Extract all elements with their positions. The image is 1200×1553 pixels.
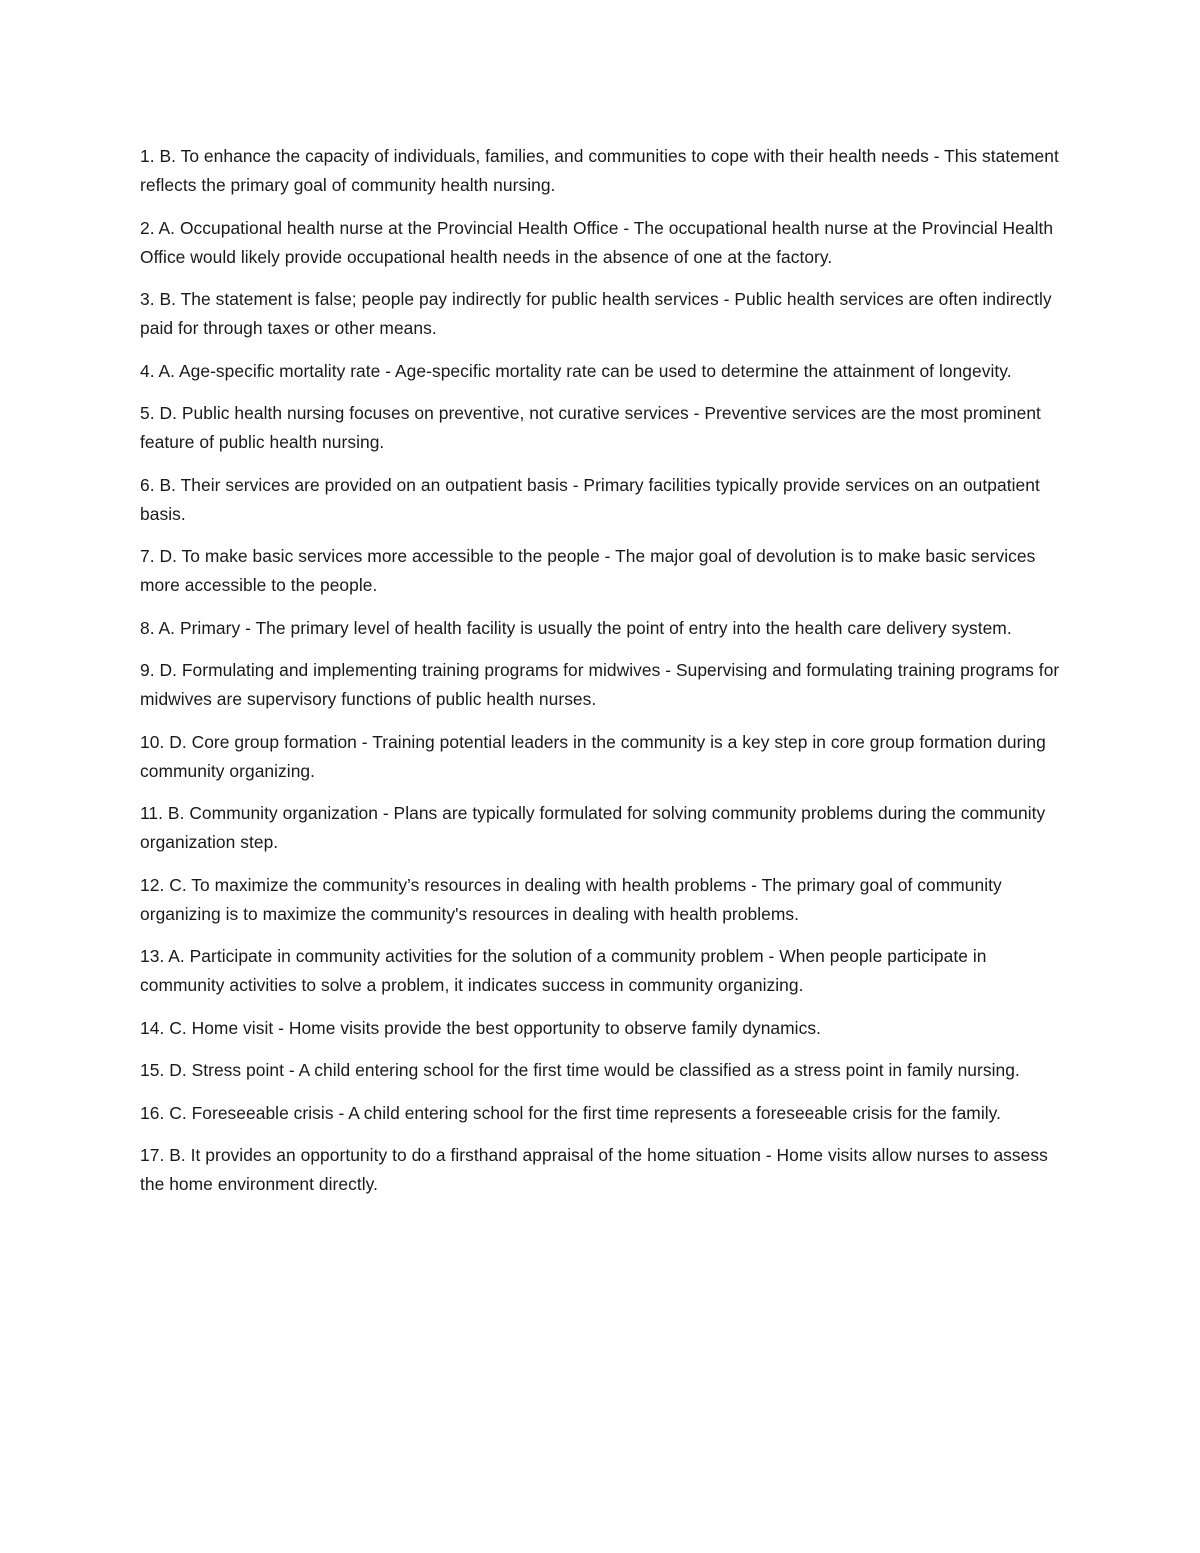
answer-item-14: 14. C. Home visit - Home visits provide the best opportunity to observe family dynamics.	[140, 1017, 821, 1038]
answer-item-6: 6. B. Their services are provided on an outpatient basis - Primary facilities typically provide services on an outpatient basis.	[140, 474, 1040, 524]
answer-list	[140, 142, 1070, 1213]
answer-item-16: 16. C. Foreseeable crisis - A child entering school for the first time represents a foreseeable crisis for the family.	[140, 1102, 1001, 1123]
answer-item-17: 17. B. It provides an opportunity to do a firsthand appraisal of the home situation - Home visits allow nurses to assess the home environment directly.	[140, 1145, 1048, 1194]
answer-item-8: 8. A. Primary - The primary level of health facility is usually the point of entry into the health care delivery system.	[140, 617, 1012, 638]
answer-item-15: 15. D. Stress point - A child entering school for the first time would be classified as a stress point in family nursing.	[140, 1060, 1020, 1080]
answer-item-7: 7. D. To make basic services more accessible to the people - The major goal of devolution is to make basic services more accessible to the people.	[140, 546, 1036, 595]
answer-item-13: 13. A. Participate in community activities for the solution of a community problem - When people participate in community activities to solve a problem, it indicates success in community organizing.	[140, 946, 987, 995]
answer-item-3: 3. B. The statement is false; people pay indirectly for public health services - Public health services are often indirectly paid for through taxes or other means.	[140, 289, 1052, 338]
answer-item-9: 9. D. Formulating and implementing training programs for midwives - Supervising and formulating training programs for midwives are supervisory functions of public health nurses.	[140, 660, 1060, 709]
answer-item-10: 10. D. Core group formation - Training potential leaders in the community is a key step in core group formation during community organizing.	[140, 731, 1046, 781]
answer-item-2: 2. A. Occupational health nurse at the Provincial Health Office - The occupational health nurse at the Provincial Health Office would likely provide occupational health needs in the absence of one at the factory.	[140, 217, 1054, 267]
answer-item-11: 11. B. Community organization - Plans are typically formulated for solving community problems during the community organization step.	[140, 803, 1046, 852]
answer-item-12: 12. C. To maximize the community’s resources in dealing with health problems - The primary goal of community organizing is to maximize the community's resources in dealing with health problems.	[140, 874, 1002, 924]
answer-item-1: 1. B. To enhance the capacity of individuals, families, and communities to cope with their health needs - This statement reflects the primary goal of community health nursing.	[140, 146, 1059, 195]
answer-item-5: 5. D. Public health nursing focuses on preventive, not curative services - Preventive services are the most prominent feature of public health nursing.	[140, 403, 1041, 452]
answer-item-4: 4. A. Age-specific mortality rate - Age-specific mortality rate can be used to determine the attainment of longevity.	[140, 360, 1012, 381]
